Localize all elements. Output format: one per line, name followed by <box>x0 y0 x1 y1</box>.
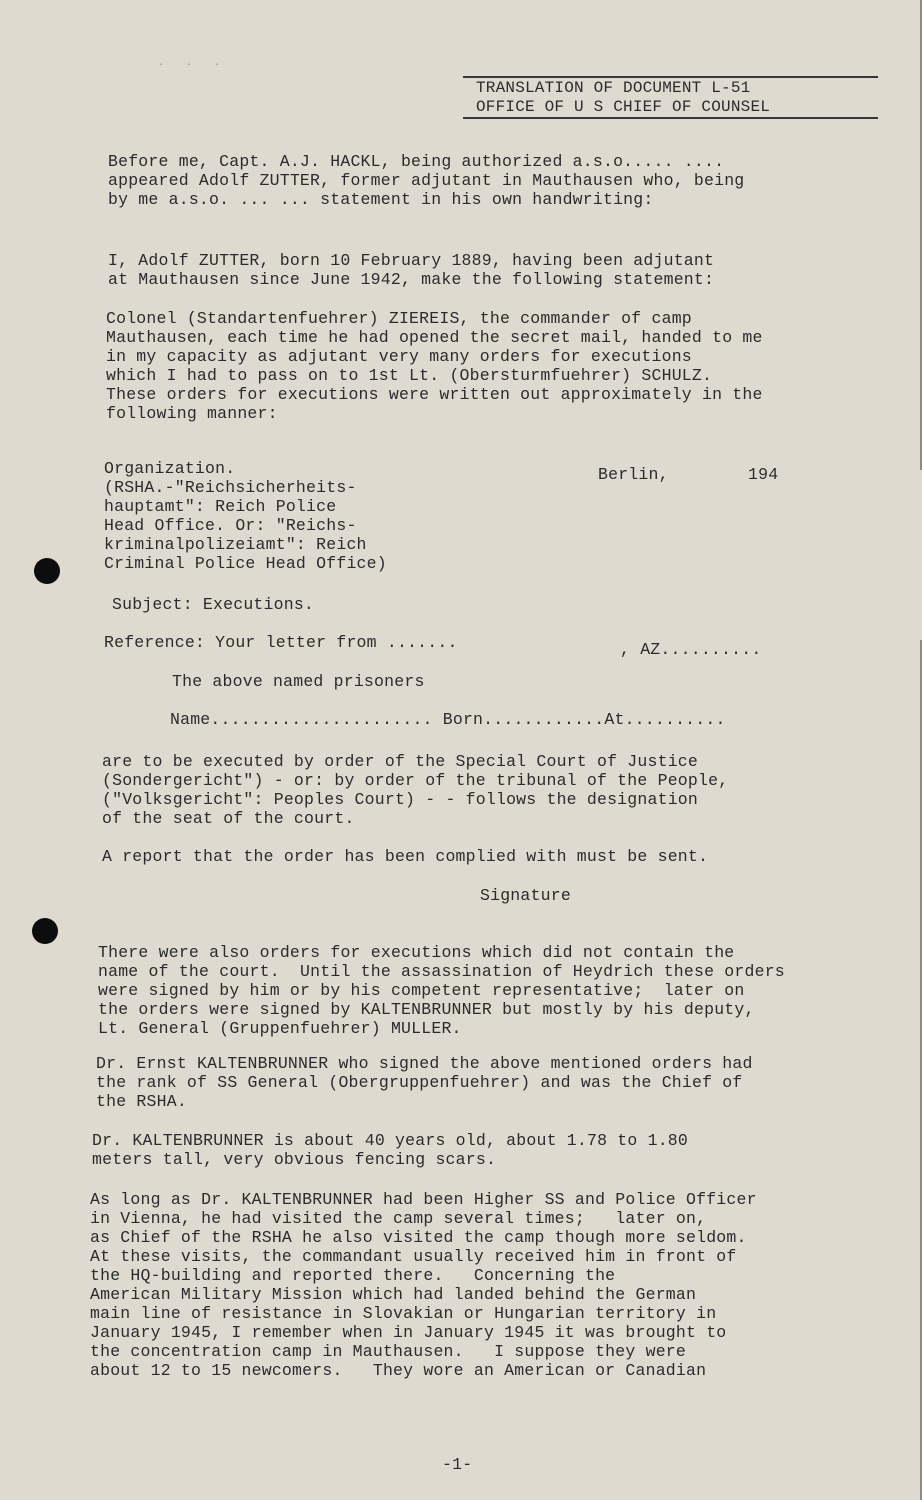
orders-line-4: which I had to pass on to 1st Lt. (Obersturmfuehrer) SCHULZ. <box>106 366 713 385</box>
header-rule-bottom <box>463 117 878 119</box>
orders-line-2: Mauthausen, each time he had opened the secret mail, handed to me <box>106 328 763 347</box>
visits-line-2: in Vienna, he had visited the camp several times; later on, <box>90 1209 707 1228</box>
visits-line-7: main line of resistance in Slovakian or Hungarian territory in <box>90 1304 717 1323</box>
form-org-line-2: (RSHA.-"Reichsicherheits- <box>104 478 357 497</box>
punch-hole-lower <box>32 918 58 944</box>
paper-specks: . . . <box>158 58 229 69</box>
form-reference: Reference: Your letter from ....... <box>104 633 458 652</box>
visits-line-9: the concentration camp in Mauthausen. I suppose they were <box>90 1342 686 1361</box>
header-rule-top <box>463 76 878 78</box>
visits-line-10: about 12 to 15 newcomers. They wore an American or Canadian <box>90 1361 707 1380</box>
executed-line-1: are to be executed by order of the Special Court of Justice <box>102 752 698 771</box>
header-title: TRANSLATION OF DOCUMENT L-51 <box>476 79 751 97</box>
orders-line-1: Colonel (Standartenfuehrer) ZIEREIS, the commander of camp <box>106 309 692 328</box>
visits-line-3: as Chief of the RSHA he also visited the camp though more seldom. <box>90 1228 747 1247</box>
form-city: Berlin, <box>598 465 669 484</box>
form-az: , AZ.......... <box>620 640 762 659</box>
form-signature: Signature <box>480 886 571 905</box>
form-org-line-3: hauptamt": Reich Police <box>104 497 337 516</box>
form-subject: Subject: Executions. <box>112 595 315 614</box>
executed-line-2: (Sondergericht") - or: by order of the tribunal of the People, <box>102 771 729 790</box>
court-line-3: were signed by him or by his competent representative; later on <box>98 981 745 1000</box>
form-org-line-4: Head Office. Or: "Reichs- <box>104 516 357 535</box>
statement-intro-1: I, Adolf ZUTTER, born 10 February 1889, having been adjutant <box>108 251 715 270</box>
visits-line-8: January 1945, I remember when in January 1945 it was brought to <box>90 1323 727 1342</box>
intro-line-3: by me a.s.o. ... ... statement in his own handwriting: <box>108 190 654 209</box>
header-office: OFFICE OF U S CHIEF OF COUNSEL <box>476 98 771 116</box>
form-org-line-5: kriminalpolizeiamt": Reich <box>104 535 367 554</box>
form-name-line: Name...................... Born............At.......... <box>170 710 726 729</box>
executed-line-3: ("Volksgericht": Peoples Court) - - follows the designation <box>102 790 698 809</box>
form-report: A report that the order has been complied with must be sent. <box>102 847 709 866</box>
statement-intro-2: at Mauthausen since June 1942, make the following statement: <box>108 270 715 289</box>
court-line-4: the orders were signed by KALTENBRUNNER but mostly by his deputy, <box>98 1000 755 1019</box>
executed-line-4: of the seat of the court. <box>102 809 355 828</box>
rank-line-1: Dr. Ernst KALTENBRUNNER who signed the above mentioned orders had <box>96 1054 753 1073</box>
visits-line-6: American Military Mission which had landed behind the German <box>90 1285 697 1304</box>
age-line-1: Dr. KALTENBRUNNER is about 40 years old, about 1.78 to 1.80 <box>92 1131 688 1150</box>
visits-line-4: At these visits, the commandant usually received him in front of <box>90 1247 737 1266</box>
intro-line-1: Before me, Capt. A.J. HACKL, being authorized a.s.o..... .... <box>108 152 725 171</box>
age-line-2: meters tall, very obvious fencing scars. <box>92 1150 497 1169</box>
visits-line-1: As long as Dr. KALTENBRUNNER had been Higher SS and Police Officer <box>90 1190 757 1209</box>
form-org-line-1: Organization. <box>104 459 236 478</box>
court-line-5: Lt. General (Gruppenfuehrer) MULLER. <box>98 1019 462 1038</box>
visits-line-5: the HQ-building and reported there. Concerning the <box>90 1266 616 1285</box>
page-number: -1- <box>442 1455 473 1474</box>
rank-line-2: the rank of SS General (Obergruppenfuehrer) and was the Chief of <box>96 1073 743 1092</box>
court-line-2: name of the court. Until the assassination of Heydrich these orders <box>98 962 785 981</box>
punch-hole-upper <box>34 558 60 584</box>
form-year: 194 <box>748 465 779 484</box>
orders-line-5: These orders for executions were written out approximately in the <box>106 385 763 404</box>
orders-line-3: in my capacity as adjutant very many orders for executions <box>106 347 692 366</box>
orders-line-6: following manner: <box>106 404 278 423</box>
form-above-named: The above named prisoners <box>172 672 425 691</box>
form-org-line-6: Criminal Police Head Office) <box>104 554 387 573</box>
rank-line-3: the RSHA. <box>96 1092 187 1111</box>
intro-line-2: appeared Adolf ZUTTER, former adjutant in Mauthausen who, being <box>108 171 745 190</box>
court-line-1: There were also orders for executions which did not contain the <box>98 943 735 962</box>
